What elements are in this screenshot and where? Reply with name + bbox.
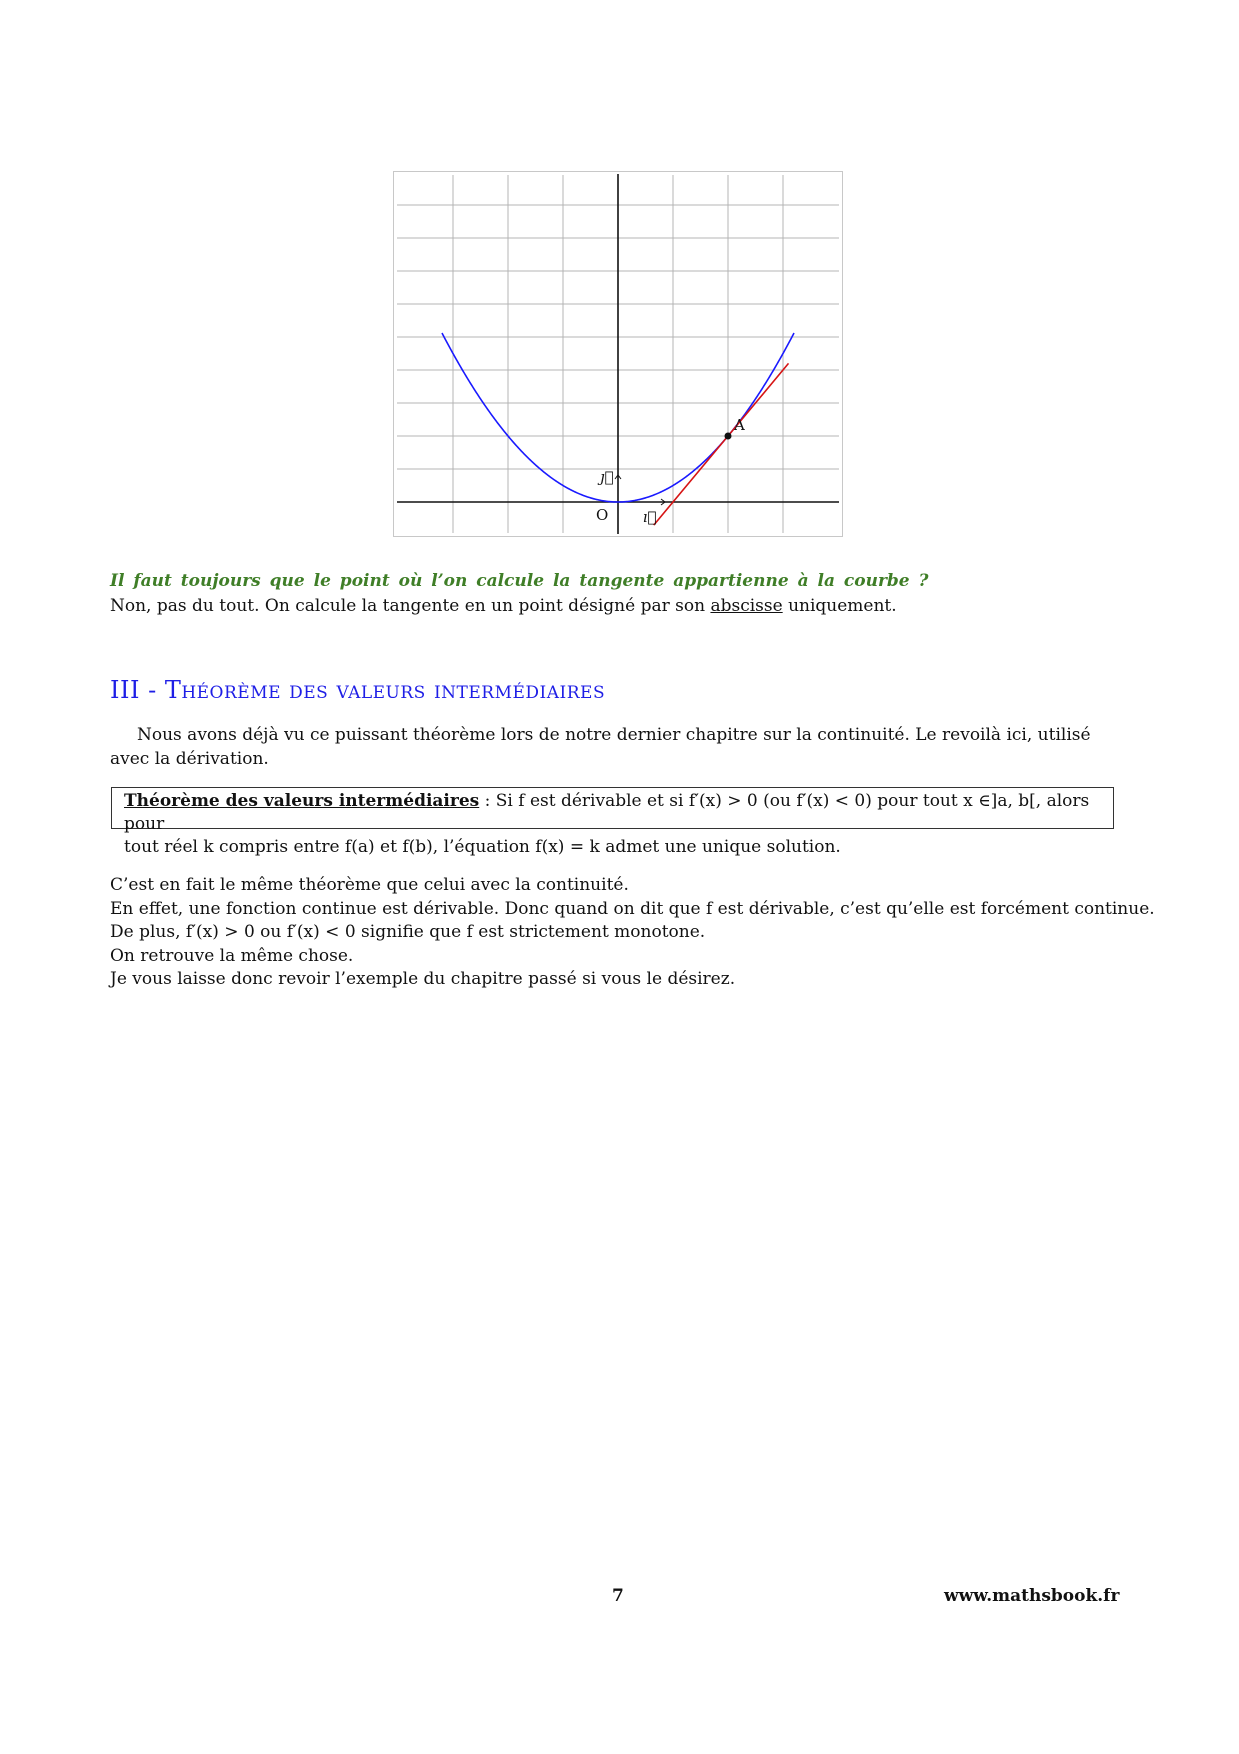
point-a [725,433,732,440]
function-graph [393,171,843,537]
answer-after: uniquement. [782,596,897,616]
graph-svg [393,171,843,537]
section-title [110,676,605,704]
vector-j-label: ȷ⃗ [600,468,614,487]
explanation-lines [110,874,1155,992]
question-text: Il faut toujours que le point où l’on calcule la tangente appartienne à la courbe ? [110,571,929,591]
intro-paragraph: Nous avons déjà vu ce puissant théorème lors de notre dernier chapitre sur la continuité. Le revoilà ici, utilisé avec la dérivation. [110,725,1091,769]
answer-text [110,596,897,616]
origin-label: O [596,506,609,524]
explanation-line-2: En effet, une fonction continue est dérivable. Donc quand on dit que f est dérivable, c’est qu’elle est forcément continue. [110,898,1155,919]
page-number: 7 [612,1586,624,1606]
answer-underlined: abscisse [710,596,783,616]
theorem-title: Théorème des valeurs intermédiaires [124,791,480,811]
explanation-line-5: Je vous laisse donc revoir l’exemple du chapitre passé si vous le désirez. [110,969,736,989]
theorem-line1-text: : Si f est dérivable et si f′(x) > 0 (ou f′(x) < 0) pour tout x ∈]a, b[, alors pour [124,791,1090,834]
section-number: III - [110,676,165,704]
answer-before: Non, pas du tout. On calcule la tangente en un point désigné par son [110,596,711,616]
theorem-line-1 [124,790,1101,836]
point-a-label: A [734,416,745,434]
vector-i-label: ı⃗ [642,508,657,526]
theorem-box [111,787,1114,857]
theorem-line-2: tout réel k compris entre f(a) et f(b), l’équation f(x) = k admet une unique solution. [124,837,841,857]
explanation-line-4: On retrouve la même chose. [110,945,354,966]
section-name: Théorème des valeurs intermédiaires [164,676,606,704]
site-url: www.mathsbook.fr [944,1586,1120,1606]
explanation-line-3: De plus, f′(x) > 0 ou f′(x) < 0 signifie que f est strictement monotone. [110,922,706,942]
explanation-line-1: C’est en fait le même théorème que celui avec la continuité. [110,875,629,895]
